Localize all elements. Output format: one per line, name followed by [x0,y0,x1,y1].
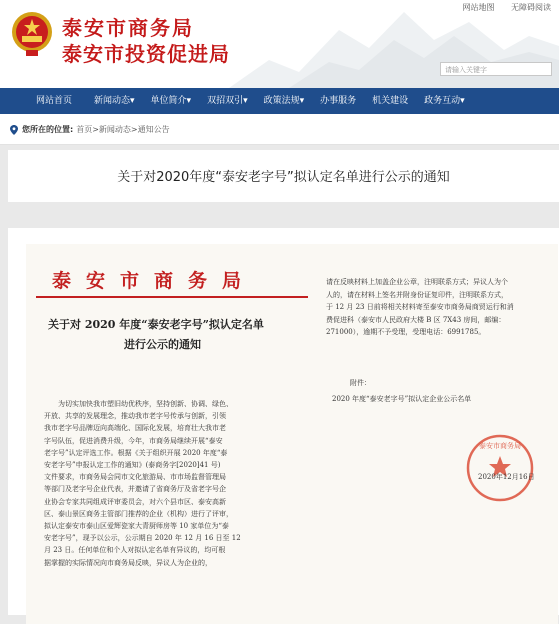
nav-interaction[interactable]: 政务互动▾ [424,96,465,106]
top-links [448,2,551,13]
nav-about[interactable]: 单位简介▾ [150,96,192,106]
nav-services[interactable]: 办事服务 [320,96,357,106]
document-org-header: 泰安市商务局 [52,270,257,292]
document-title-line2: 进行公示的通知 [124,338,201,351]
attachment-label: 附件： [350,379,371,387]
body-line: 安老字号”申报认定工作的通知》(泰商务字[2020]41 号) [44,461,221,470]
location-pin-icon [10,125,18,135]
body-line: 费促进科（泰安市人民政府大楼 B 区 7X43 房间，邮编： [326,315,506,324]
body-line: 开放、共享的发展理念，推动我市老字号传承与创新，引领 [44,412,226,421]
official-seal-icon [464,432,536,504]
main-nav [0,88,559,114]
article-title-card [8,150,559,202]
body-line: 拟认定泰安市泰山区爱辉瓷家大青厨师房等 10 家单位为“泰 [44,522,229,531]
document-body-right [326,276,556,339]
body-line: 271000），逾期不予受理，受理电话：6991785。 [326,328,486,337]
document-body-left [44,398,306,569]
nav-investment[interactable]: 双招双引▾ [207,96,248,106]
body-line: 字号队伍，促进消费升级，今年，市商务局继续开展“泰安 [44,436,223,445]
document-date: 2020年12月16日 [478,473,535,481]
body-line: 为切实加快我市塑旧幼优秩序，坚持创新、协调、绿色、 [58,400,233,408]
nav-home[interactable]: 网站首页 [36,96,73,106]
article-title: 关于对2020年度“泰安老字号”拟认定名单进行公示的通知 [117,170,450,185]
nav-organization[interactable]: 机关建设 [372,96,409,106]
breadcrumb-bar [0,114,559,145]
search-input[interactable]: 请输入关键字 [440,62,552,76]
sitemap-link[interactable]: 网站地图 [462,3,495,12]
breadcrumb-path[interactable]: 首页>新闻动态>通知公告 [76,125,170,134]
body-line: 人的，请在材料上签名并附身份证复印件，注明联系方式， [326,290,508,299]
body-line: 业协会专家共同组成评审委员会，对六个县市区、泰安高新 [44,497,226,506]
body-line: 区、泰山景区商务主管部门推荐的企业（机构）进行了评审， [44,509,233,518]
document-red-rule [36,296,308,298]
org-name-primary: 泰安市商务局 [62,16,194,40]
body-line: 请在反映材料上加盖企业公章，注明联系方式；异议人为个 [326,278,508,286]
seal-text: 泰安市商务局 [479,442,521,450]
org-name-secondary: 泰安市投资促进局 [62,42,230,66]
attachment-item: 2020 年度“泰安老字号”拟认定企业公示名单 [332,395,472,403]
body-line: 文件要求，市商务局会同市文化旅游局、市市场监督管理局 [44,473,226,482]
body-line: 老字号”认定评选工作。根据《关于组织开展 2020 年度“泰 [44,448,228,457]
national-emblem-icon [10,10,54,58]
body-line: 等部门及老字号企业代表，并邀请了省商务厅及省老字号企 [44,485,226,494]
document-image [26,244,558,624]
breadcrumb-label: 您所在的位置: [22,125,74,134]
body-line: 月 23 日。任何单位和个人对拟认定名单有异议的，均可根 [44,546,226,555]
document-title-line1: 关于对 2020 年度“泰安老字号”拟认定名单 [48,318,264,331]
nav-news[interactable]: 新闻动态▾ [94,96,135,106]
body-line: 安老字号”，现予以公示，公示期自 2020 年 12 月 16 日至 12 [44,534,241,543]
nav-policy[interactable]: 政策法规▾ [263,96,305,106]
body-line: 据掌握的实际情况向市商务局反映，异议人为企业的， [44,558,212,567]
site-header [0,0,559,88]
body-line: 于 12 月 23 日前将相关材料寄至泰安市商务局商贸运行和消 [326,303,514,312]
accessibility-link[interactable]: 无障碍阅读 [511,3,551,12]
breadcrumb [10,124,170,135]
body-line: 我市老字号品牌迈向高端化、国际化发展，培育壮大我市老 [44,424,226,433]
document-card [8,228,559,615]
